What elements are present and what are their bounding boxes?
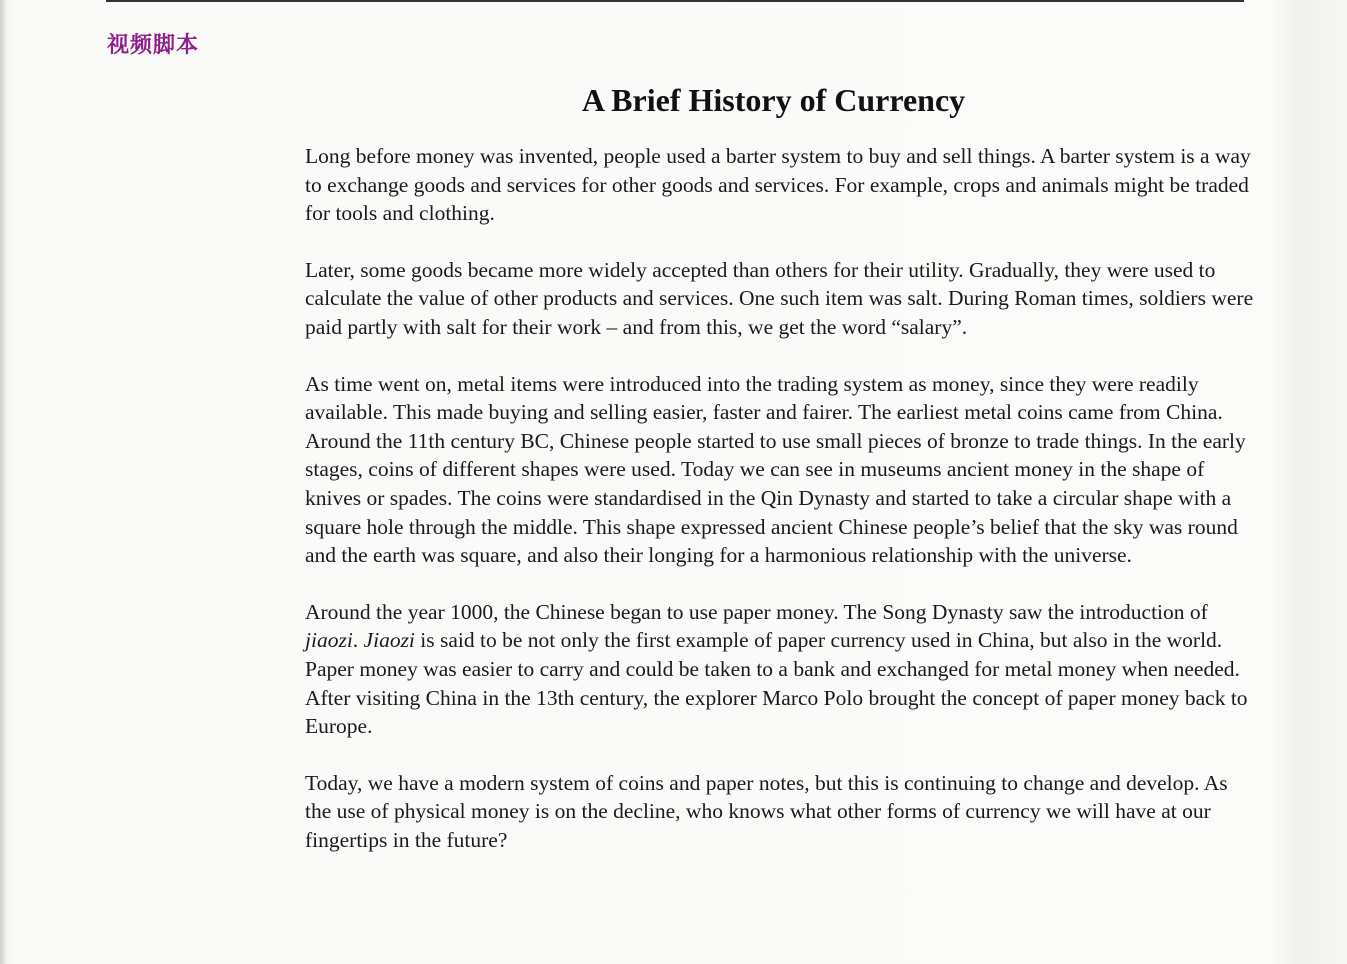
- paragraph-1: Long before money was invented, people used a barter system to buy and sell things. A barter system is a way to exchange goods and services for other goods and services. For example, crops and animals might be traded for tools and clothing.: [305, 144, 1251, 226]
- paragraph-3: As time went on, metal items were introduced into the trading system as money, since they were readily available. This made buying and selling easier, faster and fairer. The earliest metal coins came from China. Around the 11th century BC, Chinese people started to use small pieces of bronze to trade things. In the early stages, coins of different shapes were used. Today we can see in museums ancient money in the shape of knives or spades. The coins were standardised in the Qin Dynasty and started to take a circular shape with a square hole through the middle. This shape expressed ancient Chinese people’s belief that the sky was round and the earth was square, and also their longing for a harmonious relationship with the universe.: [305, 371, 1246, 568]
- article-title: A Brief History of Currency: [581, 82, 966, 118]
- section-label: 视频脚本: [107, 33, 200, 58]
- paragraph-4-text-3: is said to be not only the first example of paper currency used in China, but also in the world. Paper money was easier to carry and could be taken to a bank and exchanged for metal money when needed. After visiting China in the 13th century, the explorer Marco Polo brought the concept of paper money back to Europe.: [305, 628, 1248, 739]
- paragraph-5: Today, we have a modern system of coins and paper notes, but this is continuing to change and develop. As the use of physical money is on the decline, who knows what other forms of currency we will have at our fingertips in the future?: [305, 770, 1228, 852]
- term-jiaozi-capitalized: Jiaozi: [363, 628, 415, 653]
- paragraph-2: Later, some goods became more widely accepted than others for their utility. Gradually, they were used to calculate the value of other products and services. One such item was salt. During Roman times, soldiers were paid partly with salt for their work – and from this, we get the word “salary”.: [305, 257, 1254, 339]
- paragraph-4: [305, 598, 1255, 741]
- top-rule-divider: [106, 0, 1244, 2]
- article-body: [305, 142, 1255, 882]
- term-jiaozi: jiaozi: [305, 628, 353, 653]
- paragraph-4-text-2: .: [352, 628, 364, 653]
- page-edge-shadow: [0, 0, 6, 964]
- paragraph-4-text-1: Around the year 1000, the Chinese began to use paper money. The Song Dynasty saw the introduction of: [305, 599, 1208, 624]
